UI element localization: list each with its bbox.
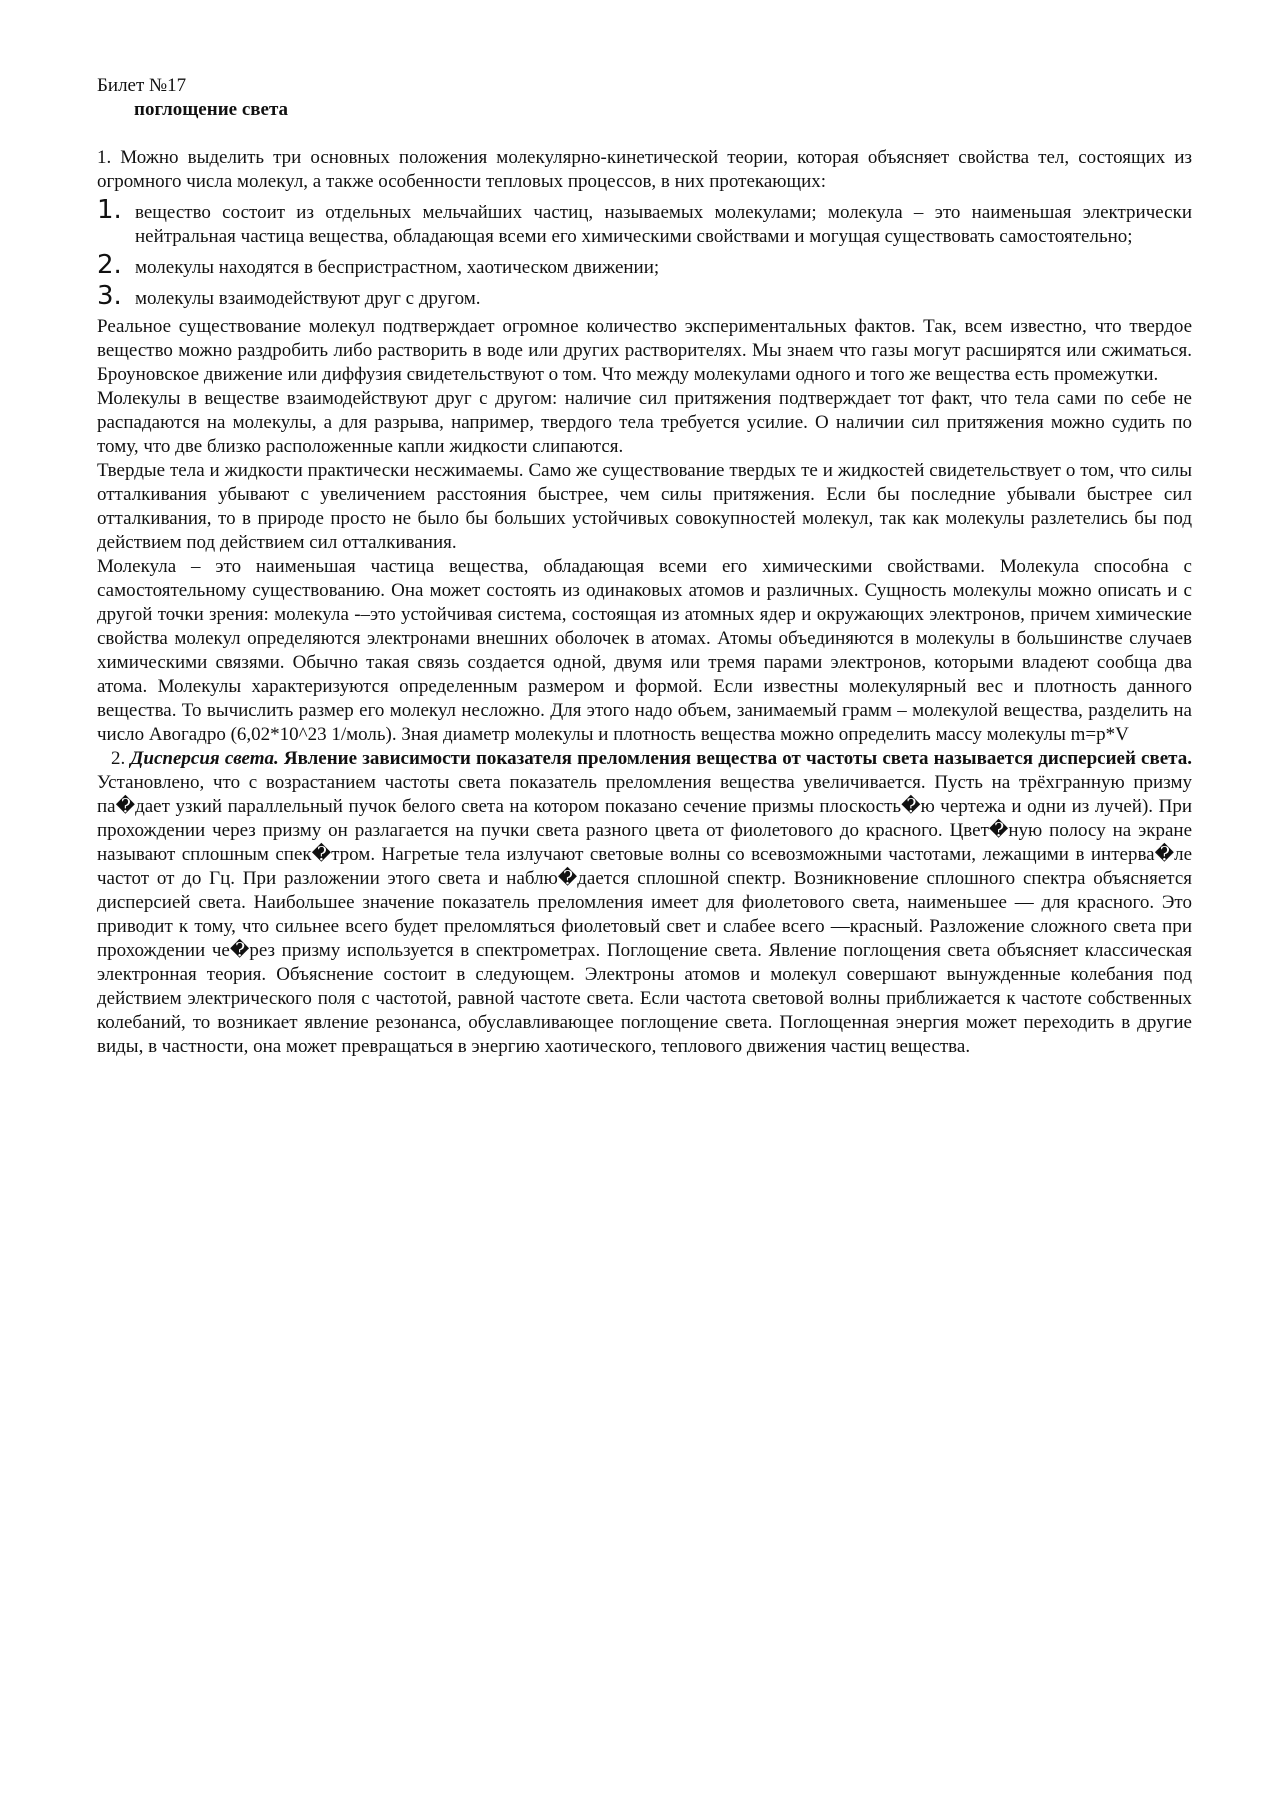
dispersion-term: Дисперсия света. bbox=[130, 748, 279, 769]
dispersion-text: Установлено, что с возрастанием частоты света показатель преломления вещества увеличивается. Пусть на трёхгранную призму па�дает узкий параллельный пучок белого света на котором показано сечение призмы плоскость�ю чертежа и одни из лучей). При прохождении через призму он разлагается на пучки света разного цвета от фиолетового до красного. Цвет�ную полосу на экране называют сплошным спек�тром. Нагретые тела излучают световые волны со всевозможными частотами, лежащими в интерва�ле частот от до Гц. При разложении этого света и наблю�дается сплошной спектр. Возникновение сплошного спектра объясняется дисперсией света. Наибольшее значение показатель преломления имеет для фиолетового света, наименьшее — для красного. Это приводит к тому, что сильнее всего будет преломляться фиолетовый свет и слабее всего —красный. Разложение сложного света при прохождении че�рез призму используется в спектрометрах. Поглощение света. Явление поглощения света объясняет классическая электронная теория. Объяснение состоит в следующем. Электроны атомов и молекул совершают вынужденные колебания под действием электрического поля с частотой, равной частоте света. Если частота световой волны приближается к частоте собственных колебаний, то возникает явление резонанса, обуславливающее поглощение света. Поглощенная энергия может переходить в другие виды, в частности, она может превращаться в энергию хаотического, теплового движения частиц вещества. bbox=[97, 772, 1192, 1057]
paragraph-molecule-definition: Молекула – это наименьшая частица вещества, обладающая всеми его химическими свойствами. Молекула способна с самостоятельному существованию. Она может состоять из одинаковых атомов и различных. Сущность молекулы можно описать и с другой точки зрения: молекула -–это устойчивая система, состоящая из атомных ядер и окружающих электронов, причем химические свойства молекул определяются электронами внешних оболочек в атомах. Атомы объединяются в молекулы в большинстве случаев химическими связями. Обычно такая связь создается одной, двумя или тремя парами электронов, которыми владеют сообща два атома. Молекулы характеризуются определенным размером и формой. Если известны молекулярный вес и плотность данного вещества. То вычислить размер его молекул несложно. Для этого надо объем, занимаемый грамм – молекулой вещества, разделить на число Авогадро (6,02*10^23 1/моль). Зная диаметр молекулы и плотность вещества можно определить массу молекулы m=p*V bbox=[97, 556, 1192, 745]
ticket-subtitle: поглощение света bbox=[134, 99, 289, 120]
mkt-positions-list bbox=[97, 195, 1192, 311]
document-page bbox=[97, 74, 1192, 1059]
list-item-text: вещество состоит из отдельных мельчайших частиц, называемых молекулами; молекула – это наименьшая электрически нейтральная частица вещества, обладающая всеми его химическими свойствами и могущая существовать самостоятельно; bbox=[135, 202, 1192, 247]
list-item-number: 3. bbox=[97, 281, 122, 311]
list-item-text: молекулы находятся в беспристрастном, хаотическом движении; bbox=[135, 257, 660, 278]
list-item-text: молекулы взаимодействуют друг с другом. bbox=[135, 288, 481, 309]
list-item-number: 1. bbox=[97, 195, 122, 225]
list-item bbox=[97, 250, 1192, 280]
paragraph-incompressibility: Твердые тела и жидкости практически несжимаемы. Само же существование твердых те и жидкостей свидетельствует о том, что силы отталкивания убывают с увеличением расстояния быстрее, чем силы притяжения. Если бы последние убывали быстрее сил отталкивания, то в природе просто не было бы больших устойчивых совокупностей молекул, так как молекулы разлетелись бы под действием под действием сил отталкивания. bbox=[97, 460, 1192, 553]
dispersion-definition: Явление зависимости показателя преломления вещества от частоты света называется дисперсией света. bbox=[283, 748, 1192, 769]
list-item bbox=[97, 281, 1192, 311]
paragraph-molecule-existence: Реальное существование молекул подтверждает огромное количество экспериментальных фактов. Так, всем известно, что твердое вещество можно раздробить либо растворить в воде или других растворителях. Мы знаем что газы могут расширятся или сжиматься. Броуновское движение или диффузия свидетельствуют о том. Что между молекулами одного и того же вещества есть промежутки. bbox=[97, 316, 1192, 385]
section2-number: 2. bbox=[111, 748, 126, 769]
list-item-number: 2. bbox=[97, 250, 122, 280]
list-item bbox=[97, 195, 1192, 249]
ticket-number: Билет №17 bbox=[97, 75, 187, 96]
paragraph-molecule-interaction: Молекулы в веществе взаимодействуют друг с другом: наличие сил притяжения подтверждает тот факт, что тела сами по себе не распадаются на молекулы, а для разрыва, например, твердого тела требуется усилие. О наличии сил притяжения можно судить по тому, что две близко расположенные капли жидкости слипаются. bbox=[97, 388, 1192, 457]
section2-dispersion bbox=[97, 747, 1192, 1059]
section1-intro: 1. Можно выделить три основных положения молекулярно-кинетической теории, которая объясняет свойства тел, состоящих из огромного числа молекул, а также особенности тепловых процессов, в них протекающих: bbox=[97, 147, 1192, 192]
